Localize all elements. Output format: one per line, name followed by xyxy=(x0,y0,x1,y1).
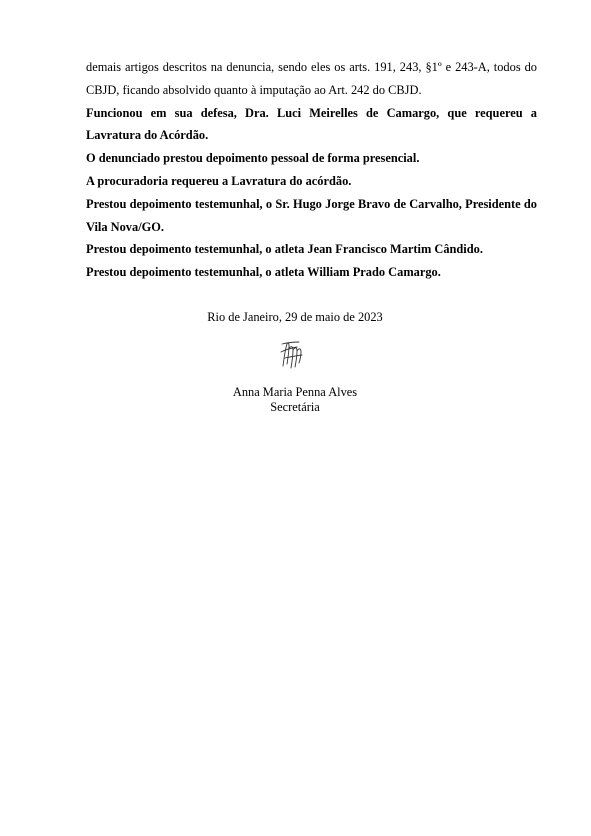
date-line: Rio de Janeiro, 29 de maio de 2023 xyxy=(207,310,383,324)
paragraph-absolution: demais artigos descritos na denuncia, sendo eles os arts. 191, 243, §1º e 243-A, todos do CBJD, ficando absolvido quanto à imputação ao Art. 242 do CBJD. xyxy=(86,60,537,97)
paragraph-witness-athlete-1: Prestou depoimento testemunhal, o atleta Jean Francisco Martim Cândido. xyxy=(86,242,483,257)
paragraph-personal-testimony: O denunciado prestou depoimento pessoal de forma presencial. xyxy=(86,151,420,166)
paragraph-prosecution: A procuradoria requereu a Lavratura do acórdão. xyxy=(86,173,352,188)
handwritten-signature xyxy=(277,338,307,372)
document-body xyxy=(86,56,537,284)
paragraph-witness-athlete-2: Prestou depoimento testemunhal, o atleta William Prado Camargo. xyxy=(86,265,441,280)
paragraph-defense: Funcionou em sua defesa, Dra. Luci Meirelles de Camargo, que requereu a Lavratura do Acórdão. xyxy=(86,105,537,143)
signer-role: Secretária xyxy=(270,400,320,414)
paragraph-witness-president: Prestou depoimento testemunhal, o Sr. Hugo Jorge Bravo de Carvalho, Presidente do Vila Nova/GO. xyxy=(86,196,537,234)
signer-name: Anna Maria Penna Alves xyxy=(232,385,358,399)
